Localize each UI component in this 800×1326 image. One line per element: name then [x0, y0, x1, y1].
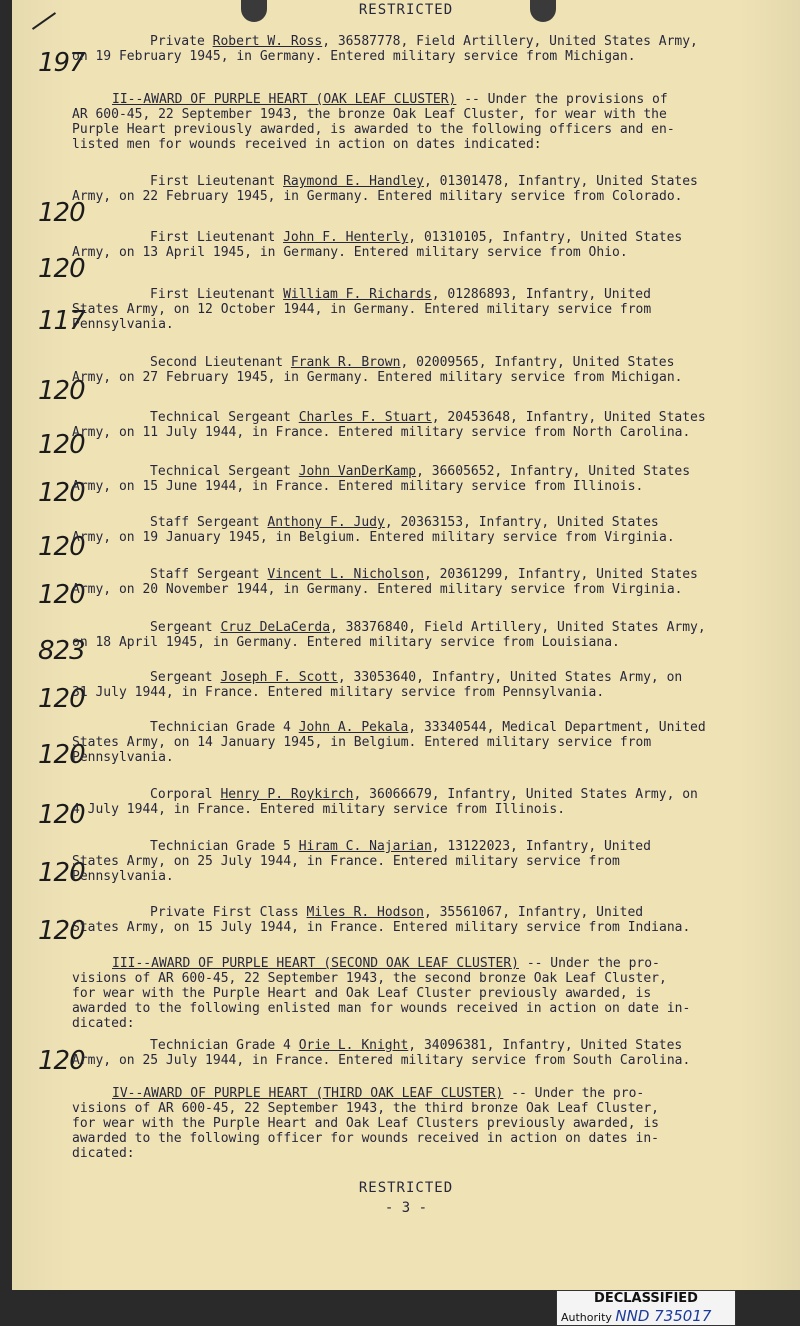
document-page	[12, 0, 800, 1290]
section-iv: IV--AWARD OF PURPLE HEART (THIRD OAK LEAF CLUSTER) -- Under the pro- visions of AR 600-45, 22 September 1943, the third bronze Oak Leaf Cluster, for wear with the Purple Heart and Oak Leaf Clusters previously awarded, is awarded to the following officer for wounds received in action on dates in- dicated:	[72, 1086, 659, 1161]
stamp-title: DECLASSIFIED	[594, 1291, 698, 1306]
handwritten-note: 120	[38, 254, 85, 284]
section-ii: II--AWARD OF PURPLE HEART (OAK LEAF CLUSTER) -- Under the provisions of AR 600-45, 22 September 1943, the bronze Oak Leaf Cluster, for wear with the Purple Heart previously awarded, is awarded to the following officers and en- listed men for wounds received in action on dates indicated:	[72, 92, 675, 152]
classification-footer: RESTRICTED	[358, 1180, 454, 1196]
recipient-name: Frank R. Brown	[290, 355, 401, 370]
recipient-name: John A. Pekala	[298, 720, 409, 735]
stamp-authority-value: NND 735017	[615, 1307, 712, 1325]
recipient-name: John F. Henterly	[283, 230, 409, 245]
recipient-name: Raymond E. Handley	[283, 174, 424, 189]
award-entry: Staff Sergeant Vincent L. Nicholson, 20361299, Infantry, United States Army, on 20 November 1944, in Germany. Entered military service from Virginia.	[72, 567, 698, 597]
recipient-name: William F. Richards	[283, 287, 432, 302]
section-iii: III--AWARD OF PURPLE HEART (SECOND OAK LEAF CLUSTER) -- Under the pro- visions of AR 600-45, 22 September 1943, the second bronze Oak Leaf Cluster, for wear with the Purple Heart and Oak Leaf Cluster previously awarded, is awarded to the following enlisted man for wounds received in action on date in- dicated:	[72, 956, 691, 1031]
award-entry: Technical Sergeant Charles F. Stuart, 20453648, Infantry, United States Army, on 11 July 1944, in France. Entered military service from North Carolina.	[72, 410, 706, 440]
handwritten-note: 823	[38, 636, 85, 666]
handwritten-note: 120	[38, 430, 85, 460]
section-title: II--AWARD OF PURPLE HEART (OAK LEAF CLUSTER)	[112, 92, 457, 107]
award-entry: Staff Sergeant Anthony F. Judy, 20363153, Infantry, United States Army, on 19 January 1945, in Belgium. Entered military service from Virginia.	[72, 515, 675, 545]
award-entry: Private Robert W. Ross, 36587778, Field Artillery, United States Army, on 19 February 1945, in Germany. Entered military service from Michigan.	[72, 34, 698, 64]
handwritten-note: 120	[38, 580, 85, 610]
recipient-name: Orie L. Knight	[298, 1038, 409, 1053]
award-entry: Technical Sergeant John VanDerKamp, 36605652, Infantry, United States Army, on 15 June 1944, in France. Entered military service from Illinois.	[72, 464, 691, 494]
award-entry: First Lieutenant William F. Richards, 01286893, Infantry, United States Army, on 12 October 1944, in Germany. Entered military service from Pennsylvania.	[72, 287, 652, 332]
stamp-authority-label: Authority	[561, 1311, 612, 1324]
recipient-name: Vincent L. Nicholson	[267, 567, 424, 582]
handwritten-note: 120	[38, 478, 85, 508]
recipient-name: John VanDerKamp	[298, 464, 417, 479]
recipient-name: Anthony F. Judy	[267, 515, 385, 530]
award-entry: First Lieutenant John F. Henterly, 01310105, Infantry, United States Army, on 13 April 1945, in Germany. Entered military service from Ohio.	[72, 230, 683, 260]
handwritten-note: 120	[38, 376, 85, 406]
classification-header: RESTRICTED	[358, 2, 454, 18]
handwritten-note: 120	[38, 858, 85, 888]
handwritten-note: 197	[38, 48, 85, 78]
recipient-name: Miles R. Hodson	[306, 905, 424, 920]
award-entry: First Lieutenant Raymond E. Handley, 01301478, Infantry, United States Army, on 22 February 1945, in Germany. Entered military service from Colorado.	[72, 174, 698, 204]
award-entry: Sergeant Joseph F. Scott, 33053640, Infantry, United States Army, on 31 July 1944, in France. Entered military service from Pennsylvania.	[72, 670, 683, 700]
recipient-name: Cruz DeLaCerda	[220, 620, 331, 635]
declassified-stamp	[556, 1290, 736, 1326]
award-entry: Technician Grade 4 John A. Pekala, 33340544, Medical Department, United States Army, on 14 January 1945, in Belgium. Entered military service from Pennsylvania.	[72, 720, 706, 765]
section-title: IV--AWARD OF PURPLE HEART (THIRD OAK LEAF CLUSTER)	[112, 1086, 504, 1101]
award-entry: Technician Grade 5 Hiram C. Najarian, 13122023, Infantry, United States Army, on 25 July 1944, in France. Entered military service from Pennsylvania.	[72, 839, 651, 884]
recipient-name: Joseph F. Scott	[220, 670, 338, 685]
award-entry: Technician Grade 4 Orie L. Knight, 34096381, Infantry, United States Army, on 25 July 1944, in France. Entered military service from South Carolina.	[72, 1038, 691, 1068]
recipient-name: Hiram C. Najarian	[298, 839, 432, 854]
handwritten-note: 120	[38, 532, 85, 562]
handwritten-note: 120	[38, 916, 85, 946]
page-number: - 3 -	[384, 1200, 428, 1216]
award-entry: Private First Class Miles R. Hodson, 35561067, Infantry, United States Army, on 15 July 1944, in France. Entered military service from Indiana.	[72, 905, 691, 935]
section-title: III--AWARD OF PURPLE HEART (SECOND OAK LEAF CLUSTER)	[112, 956, 519, 971]
handwritten-note: 120	[38, 198, 85, 228]
recipient-name: Charles F. Stuart	[298, 410, 432, 425]
handwritten-note: 120	[38, 740, 85, 770]
award-entry: Corporal Henry P. Roykirch, 36066679, Infantry, United States Army, on 4 July 1944, in France. Entered military service from Illinois.	[72, 787, 698, 817]
handwritten-note: 120	[38, 1046, 85, 1076]
handwritten-note: 120	[38, 800, 85, 830]
recipient-name: Robert W. Ross	[212, 34, 323, 49]
handwritten-note: 120	[38, 684, 85, 714]
award-entry: Second Lieutenant Frank R. Brown, 02009565, Infantry, United States Army, on 27 February 1945, in Germany. Entered military service from Michigan.	[72, 355, 683, 385]
award-entry: Sergeant Cruz DeLaCerda, 38376840, Field Artillery, United States Army, on 18 April 1945, in Germany. Entered military service from Louisiana.	[72, 620, 706, 650]
recipient-name: Henry P. Roykirch	[220, 787, 354, 802]
handwritten-note: 117	[38, 306, 85, 336]
